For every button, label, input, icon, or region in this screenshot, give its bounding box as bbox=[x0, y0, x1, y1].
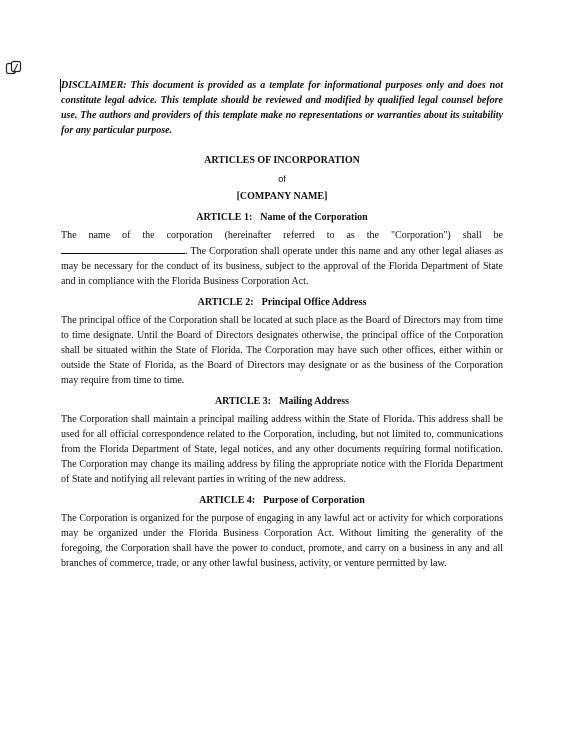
company-name-blank[interactable] bbox=[61, 243, 185, 254]
article-2-title: Principal Office Address bbox=[261, 297, 367, 308]
article-3-title: Mailing Address bbox=[278, 396, 350, 407]
article-4-title: Purpose of Corporation bbox=[263, 495, 365, 506]
disclaimer-text: DISCLAIMER: This document is provided as a template for informational purposes only and does not constitute legal advice. This template should be reviewed and modified by qualified legal counsel before use. The authors and providers of this template make no representations or warranties about its suitability for any particular purpose. bbox=[61, 80, 503, 136]
document-page bbox=[61, 78, 503, 571]
article-2-number: ARTICLE 2: bbox=[197, 297, 254, 308]
article-3-number: ARTICLE 3: bbox=[214, 396, 271, 407]
title-of: of bbox=[278, 174, 286, 184]
article-1-title: Name of the Corporation bbox=[260, 212, 368, 223]
article-3-body: The Corporation shall maintain a principal mailing address within the State of Florida. This address shall be used for all official correspondence related to the Corporation, including, but not limited to, communications from the Florida Department of State, legal notices, and any other documents requiring formal notification. The Corporation may change its mailing address by filing the appropriate notice with the Florida Department of State and notifying all relevant parties in writing of the new address. bbox=[61, 414, 503, 485]
article-4-heading bbox=[61, 494, 503, 508]
article-4-number: ARTICLE 4: bbox=[199, 495, 256, 506]
article-1-text: . The Corporation shall operate under this name and any other legal aliases as may be necessary for the conduct of its business, subject to the approval of the Florida Department of State and in compliance with the Florida Business Corporation Act. bbox=[61, 246, 503, 287]
article-1-text-lead: The name of the corporation (hereinafter referred to as the "Corporation") shall be bbox=[61, 230, 503, 241]
disclaimer-paragraph[interactable] bbox=[61, 78, 503, 138]
article-1-heading bbox=[61, 211, 503, 225]
article-2-heading bbox=[61, 296, 503, 310]
article-1-body bbox=[61, 228, 503, 289]
article-3-heading bbox=[61, 395, 503, 409]
company-name-placeholder: [COMPANY NAME] bbox=[236, 191, 328, 202]
article-2-body: The principal office of the Corporation shall be located at such place as the Board of Directors may from time to time designate. Until the Board of Directors designates otherwise, the principal office of the Corporation shall be situated within the State of Florida. The Corporation may have such other offices, either within or outside the State of Florida, as the Board of Directors may designate or as the business of the Corporation may require from time to time. bbox=[61, 315, 503, 386]
copy-layers-icon[interactable] bbox=[5, 60, 23, 76]
article-4-body: The Corporation is organized for the purpose of engaging in any lawful act or activity for which corporations may be organized under the Florida Business Corporation Act. Without limiting the generality of the foregoing, the Corporation shall have the power to conduct, promote, and carry on a business in any and all branches of commerce, trade, or any other lawful business, activity, or venture permitted by law. bbox=[61, 513, 503, 569]
article-1-number: ARTICLE 1: bbox=[196, 212, 253, 223]
document-title: ARTICLES OF INCORPORATION bbox=[204, 155, 360, 166]
text-cursor bbox=[60, 79, 61, 92]
